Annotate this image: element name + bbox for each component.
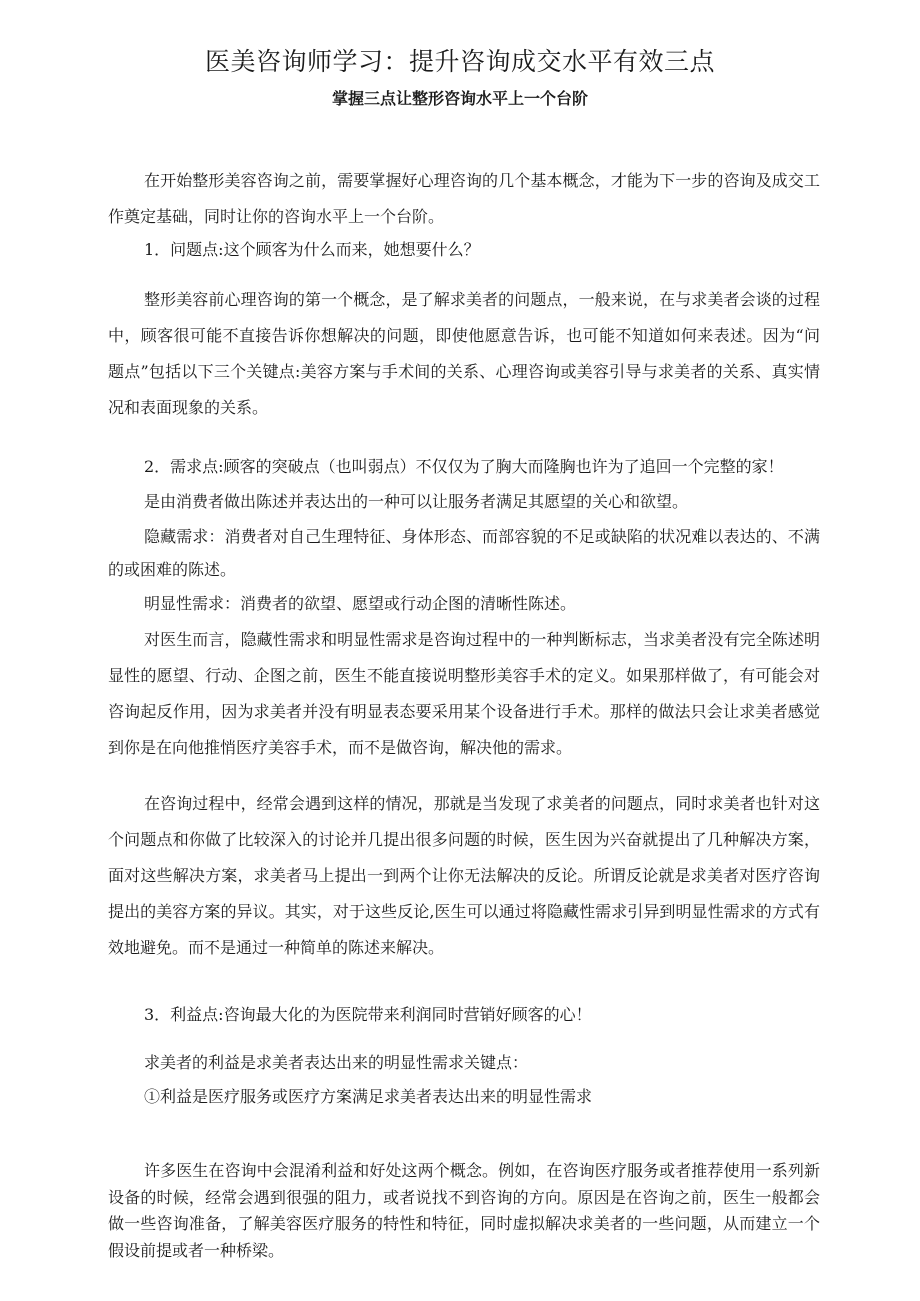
document-title: 医美咨询师学习：提升咨询成交水平有效三点 [204,47,715,76]
objection-paragraph: 在咨询过程中，经常会遇到这样的情况，那就是当发现了求美者的问题点，同时求美者也针对这个问题点和你做了比较深入的讨论并几提出很多问题的时候，医生因为兴奋就提出了几种解决方案，面对这些解决方案，求美者马上提出一到两个让你无法解决的反论。所谓反论就是求美者对医疗咨询提出的美容方案的异议。其实，对于这些反论,医生可以通过将隐藏性需求引异到明显性需求的方式有效地避免。而不是通过一种简单的陈述来解决。 [108,794,820,957]
intro-paragraph: 在开始整形美容咨询之前，需要掌握好心理咨询的几个基本概念，才能为下一步的咨询及成交工作奠定基础，同时让你的咨询水平上一个台阶。 [108,171,820,226]
item2-heading: 2．需求点:顾客的突破点（也叫弱点）不仅仅为了胸大而隆胸也许为了追回一个完整的家！ [144,457,784,476]
item2-definition: 是由消费者做出陈述并表达出的一种可以让服务者满足其愿望的关心和欲望。 [144,492,689,511]
document-subtitle: 掌握三点让整形咨询水平上一个台阶 [331,89,588,108]
benefit-point-1: ①利益是医疗服务或医疗方案满足求美者表达出来的明显性需求 [144,1087,593,1106]
item1-body: 整形美容前心理咨询的第一个概念，是了解求美者的问题点，一般来说，在与求美者会谈的过程中，顾客很可能不直接告诉你想解决的问题，即使他愿意告诉，也可能不知道如何来表述。因为“问题点”包括以下三个关键点:美容方案与手术间的关系、心理咨询或美容引导与求美者的关系、真实情况和表面现象的关系。 [108,290,820,417]
item1-heading: 1．问题点:这个顾客为什么而来，她想要什么？ [144,240,480,259]
benefit-key-line: 求美者的利益是求美者表达出来的明显性需求关键点： [144,1053,529,1072]
doctor-view-paragraph: 对医生而言，隐藏性需求和明显性需求是咨询过程中的一种判断标志，当求美者没有完全陈述明显性的愿望、行动、企图之前，医生不能直接说明整形美容手术的定义。如果那样做了，有可能会对咨询起反作用，因为求美者并没有明显表态要采用某个设备进行手术。那样的做法只会让求美者感觉到你是在向他推悄医疗美容手术，而不是做咨询，解决他的需求。 [108,630,820,757]
item3-heading: 3．利益点:咨询最大化的为医院带来利润同时营销好顾客的心！ [144,1005,592,1024]
hidden-need-paragraph: 隐藏需求：消费者对自己生理特征、身体形态、而部容貌的不足或缺陷的状况难以表达的、不满的或困难的陈述。 [108,527,820,579]
explicit-need-paragraph: 明显性需求：消费者的欲望、愿望或行动企图的清晰性陈述。 [144,594,577,613]
final-paragraph: 许多医生在咨询中会混淆利益和好处这两个概念。例如，在咨询医疗服务或者推荐使用一系列新设备的时候，经常会遇到很强的阻力，或者说找不到咨询的方向。原因是在咨询之前，医生一般都会做一些咨询准备，了解美容医疗服务的特性和特征，同时虚拟解决求美者的一些问题，从而建立一个假设前提或者一种桥梁。 [108,1161,820,1260]
